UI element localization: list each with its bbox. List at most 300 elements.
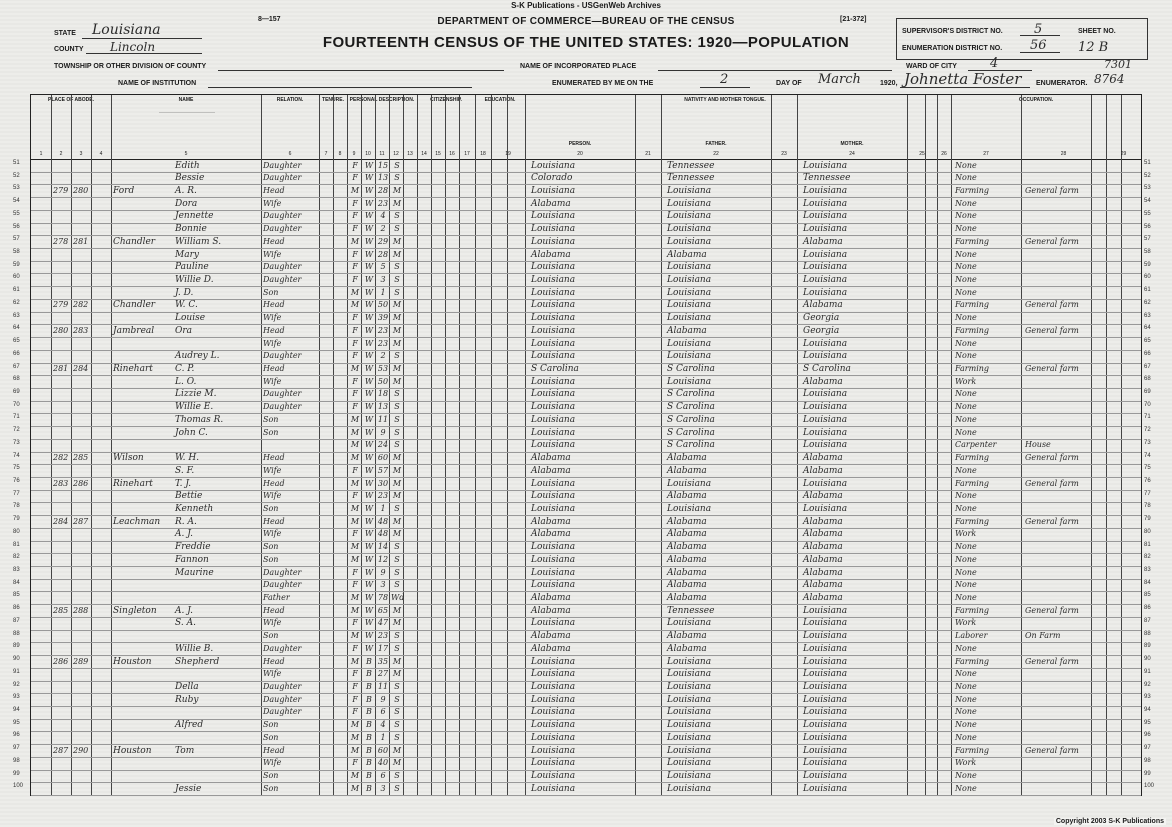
father-birthplace: Louisiana [667,707,712,718]
race: W [364,592,374,602]
age: 48 [377,516,389,526]
birthplace: Alabama [531,529,571,540]
birthplace: Louisiana [531,440,576,451]
page-title: FOURTEENTH CENSUS OF THE UNITED STATES: 1920—POPULATION [322,34,850,51]
given-name: Shepherd [175,656,220,667]
given-name: Jennette [175,211,214,222]
given-name: Kenneth [175,503,214,514]
race: W [364,503,374,513]
father-birthplace: Louisiana [667,682,712,693]
father-birthplace: Louisiana [667,656,712,667]
marital-status: M [392,529,402,539]
given-name: Tom [175,745,195,756]
marital-status: M [392,478,402,488]
marital-status: S [394,720,400,730]
age: 28 [377,249,389,259]
age: 9 [380,427,386,437]
column-divider [951,95,952,795]
occupation: None [955,783,977,793]
group-education: EDUCATION. [484,97,516,103]
industry: General farm [1025,185,1079,195]
line-number-right: 56 [1144,223,1151,230]
age: 15 [377,160,389,170]
sex: F [352,249,358,259]
mother-birthplace: Alabama [803,300,843,311]
family-number: 281 [73,236,89,246]
age: 14 [377,542,389,552]
race: W [364,274,374,284]
relation: Wife [263,529,282,539]
enumerated-label: ENUMERATED BY ME ON THE [552,80,654,87]
column-number: 13 [407,151,413,157]
race: B [366,694,372,704]
given-name: Freddie [175,542,211,553]
sheet-code: 8—157 [258,16,281,23]
family-number: 283 [73,325,89,335]
relation: Daughter [263,580,302,590]
column-divider [1106,95,1107,795]
occupation: None [955,732,977,742]
relation: Wife [263,249,282,259]
race: W [364,402,374,412]
subhead-father: FATHER. [705,141,727,147]
line-number: 63 [13,312,20,319]
given-name: Jessie [175,783,202,794]
birthplace: Louisiana [531,503,576,514]
mother-birthplace: Alabama [803,516,843,527]
marital-status: S [394,262,400,272]
relation: Daughter [263,707,302,717]
institution-label: NAME OF INSTITUTION [118,80,197,87]
birthplace: Louisiana [531,236,576,247]
column-number: 28 [1060,151,1067,157]
census-table [13,94,1155,796]
marital-status: S [394,274,400,284]
line-number-right: 86 [1144,605,1151,612]
state-line [82,38,202,39]
relation: Father [263,592,290,602]
line-number-right: 91 [1144,668,1151,675]
race: W [364,389,374,399]
mother-birthplace: Georgia [803,313,840,324]
father-birthplace: Tennessee [667,160,715,171]
column-number: 17 [464,151,470,157]
surname: Ford [113,185,135,196]
line-number: 59 [13,261,20,268]
line-number: 82 [13,554,20,561]
sex: F [352,338,358,348]
sex: M [350,656,360,666]
occupation: None [955,580,977,590]
occupation: None [955,198,977,208]
mother-birthplace: Louisiana [803,402,848,413]
age: 4 [380,720,386,730]
mother-birthplace: Louisiana [803,758,848,769]
mother-birthplace: Louisiana [803,389,848,400]
race: W [364,618,374,628]
given-name: J. D. [175,287,194,298]
age: 40 [377,758,389,768]
father-birthplace: Louisiana [667,287,712,298]
institution-line [208,87,472,88]
race: W [364,478,374,488]
age: 3 [380,274,386,284]
line-number: 64 [13,325,20,332]
relation: Son [263,720,279,730]
name-instructions: —————————————— [159,109,215,114]
race: W [364,236,374,246]
birthplace: Louisiana [531,351,576,362]
group-personal: PERSONAL DESCRIPTION. [349,97,415,103]
age: 53 [377,364,389,374]
sex: M [350,503,360,513]
father-birthplace: S Carolina [667,364,715,375]
father-birthplace: Alabama [667,554,707,565]
marital-status: M [392,236,402,246]
birthplace: Colorado [531,173,573,184]
column-divider [937,95,938,795]
relation: Daughter [263,694,302,704]
relation: Daughter [263,211,302,221]
line-number-right: 67 [1144,363,1151,370]
race: W [364,185,374,195]
industry: General farm [1025,478,1079,488]
given-name: Bessie [175,173,205,184]
line-number: 79 [13,516,20,523]
ward-label: WARD OF CITY [906,63,957,70]
age: 6 [380,771,386,781]
father-birthplace: Louisiana [667,236,712,247]
line-number: 69 [13,388,20,395]
father-birthplace: S Carolina [667,414,715,425]
line-number: 85 [13,592,20,599]
birthplace: Louisiana [531,771,576,782]
line-number-right: 57 [1144,236,1151,243]
race: W [364,313,374,323]
sex: M [350,605,360,615]
race: W [364,567,374,577]
father-birthplace: Louisiana [667,503,712,514]
father-birthplace: Alabama [667,580,707,591]
sex: M [350,720,360,730]
father-birthplace: Alabama [667,465,707,476]
relation: Head [263,364,285,374]
birthplace: Louisiana [531,427,576,438]
occupation: None [955,351,977,361]
column-number: 27 [983,151,989,157]
dwelling-number: 281 [53,364,69,374]
father-birthplace: Tennessee [667,173,715,184]
marital-status: M [392,453,402,463]
line-number: 60 [13,274,20,281]
line-number-right: 72 [1144,427,1151,434]
surname: Jambreal [113,325,155,336]
birthplace: Louisiana [531,554,576,565]
relation: Head [263,453,285,463]
marital-status: S [394,580,400,590]
marital-status: S [394,160,400,170]
birthplace: Louisiana [531,274,576,285]
given-name: A. J. [175,605,193,616]
birthplace: Louisiana [531,669,576,680]
mother-birthplace: Louisiana [803,656,848,667]
birthplace: Louisiana [531,694,576,705]
relation: Son [263,287,279,297]
age: 2 [380,351,386,361]
father-birthplace: Louisiana [667,351,712,362]
surname: Chandler [113,236,156,247]
mother-birthplace: Louisiana [803,783,848,794]
column-number: 3 [79,151,83,157]
sex: M [350,783,360,793]
mother-birthplace: Louisiana [803,643,848,654]
occupation: None [955,567,977,577]
sex: M [350,732,360,742]
line-number: 97 [13,745,20,752]
father-birthplace: Alabama [667,631,707,642]
given-name: W. C. [175,300,198,311]
given-name: C. P. [175,364,195,375]
race: W [364,465,374,475]
occupation: None [955,554,977,564]
father-birthplace: Louisiana [667,783,712,794]
race: W [364,605,374,615]
age: 2 [380,224,386,234]
relation: Daughter [263,682,302,692]
mother-birthplace: Louisiana [803,160,848,171]
marital-status: M [392,364,402,374]
age: 17 [377,643,389,653]
occupation: None [955,491,977,501]
age: 12 [377,554,389,564]
race: W [364,300,374,310]
relation: Daughter [263,389,302,399]
line-number-right: 73 [1144,439,1151,446]
state-value: Louisiana [92,22,161,38]
line-number: 54 [13,198,20,205]
occupation: None [955,771,977,781]
race: W [364,249,374,259]
line-number-right: 68 [1144,376,1151,383]
marital-status: S [394,631,400,641]
marital-status: S [394,643,400,653]
age: 4 [380,211,386,221]
industry: General farm [1025,236,1079,246]
line-number-right: 61 [1144,287,1151,294]
race: W [364,414,374,424]
form-number: [21-372] [840,16,867,23]
column-number: 14 [421,151,427,157]
occupation: Farming [955,325,990,335]
line-number-right: 51 [1144,160,1151,166]
sex: F [352,618,358,628]
given-name: Alfred [175,720,204,731]
column-divider [431,95,432,795]
occupation: Farming [955,516,990,526]
mother-birthplace: Louisiana [803,503,848,514]
father-birthplace: Louisiana [667,338,712,349]
family-number: 287 [73,516,89,526]
relation: Son [263,732,279,742]
relation: Head [263,605,285,615]
line-number: 58 [13,249,20,256]
birthplace: Louisiana [531,745,576,756]
column-number: 21 [645,151,651,157]
given-name: S. A. [175,618,196,629]
family-number: 289 [73,656,89,666]
line-number: 91 [13,668,20,675]
race: W [364,376,374,386]
mother-birthplace: Alabama [803,542,843,553]
marital-status: M [392,618,402,628]
column-number: 4 [99,151,103,157]
mother-birthplace: Alabama [803,376,843,387]
marital-status: M [392,376,402,386]
line-number-right: 70 [1144,401,1151,408]
column-divider [635,95,636,795]
column-divider [459,95,460,795]
occupation: Farming [955,364,990,374]
sex: M [350,300,360,310]
line-number-right: 96 [1144,732,1151,739]
race: B [366,682,372,692]
occupation: None [955,707,977,717]
relation: Wife [263,758,282,768]
occupation: None [955,160,977,170]
dwelling-number: 280 [53,325,69,335]
line-number: 78 [13,503,20,510]
marital-status: M [392,185,402,195]
line-number: 93 [13,694,20,701]
industry: General farm [1025,364,1079,374]
marital-status: S [394,389,400,399]
family-number: 290 [73,745,89,755]
line-number-right: 63 [1144,312,1151,319]
line-number-right: 80 [1144,528,1151,535]
column-divider [71,95,72,795]
line-number-right: 55 [1144,210,1151,217]
sex: M [350,427,360,437]
sex: M [350,364,360,374]
birthplace: Alabama [531,465,571,476]
column-number: 22 [713,151,719,157]
occupation: None [955,313,977,323]
age: 3 [380,580,386,590]
line-number: 76 [13,478,20,484]
dwelling-number: 282 [53,453,69,463]
relation: Wife [263,338,282,348]
age: 27 [377,669,389,679]
line-number: 92 [13,681,20,688]
age: 1 [380,732,386,742]
race: W [364,491,374,501]
industry: General farm [1025,516,1079,526]
industry: General farm [1025,325,1079,335]
birthplace: Alabama [531,631,571,642]
marital-status: M [392,516,402,526]
occupation: None [955,262,977,272]
ward-value: 4 [990,56,999,71]
age: 23 [377,325,389,335]
father-birthplace: Tennessee [667,605,715,616]
birthplace: Louisiana [531,211,576,222]
sex: F [352,682,358,692]
column-number: 10 [365,151,371,157]
line-number-right: 81 [1144,541,1151,548]
race: W [364,643,374,653]
marital-status: Wd [391,592,405,602]
state-label: STATE [54,30,76,37]
line-number: 62 [13,299,20,306]
given-name: L. O. [175,376,197,387]
father-birthplace: Louisiana [667,478,712,489]
given-name: Willie E. [175,402,214,413]
sex: F [352,643,358,653]
mother-birthplace: Louisiana [803,669,848,680]
father-birthplace: Alabama [667,542,707,553]
line-number-right: 82 [1144,554,1151,561]
relation: Wife [263,198,282,208]
age: 18 [377,389,389,399]
industry: General farm [1025,745,1079,755]
father-birthplace: Louisiana [667,300,712,311]
given-name: John C. [175,427,208,438]
given-name: Della [175,682,199,693]
birthplace: Louisiana [531,185,576,196]
line-number-right: 92 [1144,681,1151,688]
sex: M [350,516,360,526]
industry: On Farm [1025,631,1061,641]
sex: F [352,274,358,284]
father-birthplace: Louisiana [667,669,712,680]
race: B [366,669,372,679]
age: 57 [377,465,389,475]
sex: M [350,478,360,488]
relation: Head [263,745,285,755]
line-number-right: 85 [1144,592,1151,599]
mother-birthplace: Alabama [803,554,843,565]
father-birthplace: S Carolina [667,402,715,413]
occupation: None [955,338,977,348]
race: W [364,287,374,297]
father-birthplace: Louisiana [667,618,712,629]
sex: F [352,389,358,399]
occupation: Work [955,529,977,539]
marital-status: S [394,783,400,793]
father-birthplace: Alabama [667,249,707,260]
relation: Head [263,656,285,666]
line-number-right: 79 [1144,516,1151,523]
given-name: Ruby [175,694,199,705]
birthplace: Louisiana [531,720,576,731]
group-place-of-abode: PLACE OF ABODE. [48,97,94,103]
mother-birthplace: Louisiana [803,224,848,235]
sex: M [350,771,360,781]
relation: Son [263,503,279,513]
father-birthplace: Louisiana [667,694,712,705]
column-divider [389,95,390,795]
surname: Houston [113,745,152,756]
mother-birthplace: Alabama [803,592,843,603]
enumerated-day-line [700,87,750,88]
industry: House [1025,440,1051,450]
column-divider [661,95,662,795]
birthplace: Alabama [531,605,571,616]
birthplace: Louisiana [531,618,576,629]
birthplace: Louisiana [531,262,576,273]
sex: M [350,542,360,552]
line-number: 57 [13,236,20,243]
